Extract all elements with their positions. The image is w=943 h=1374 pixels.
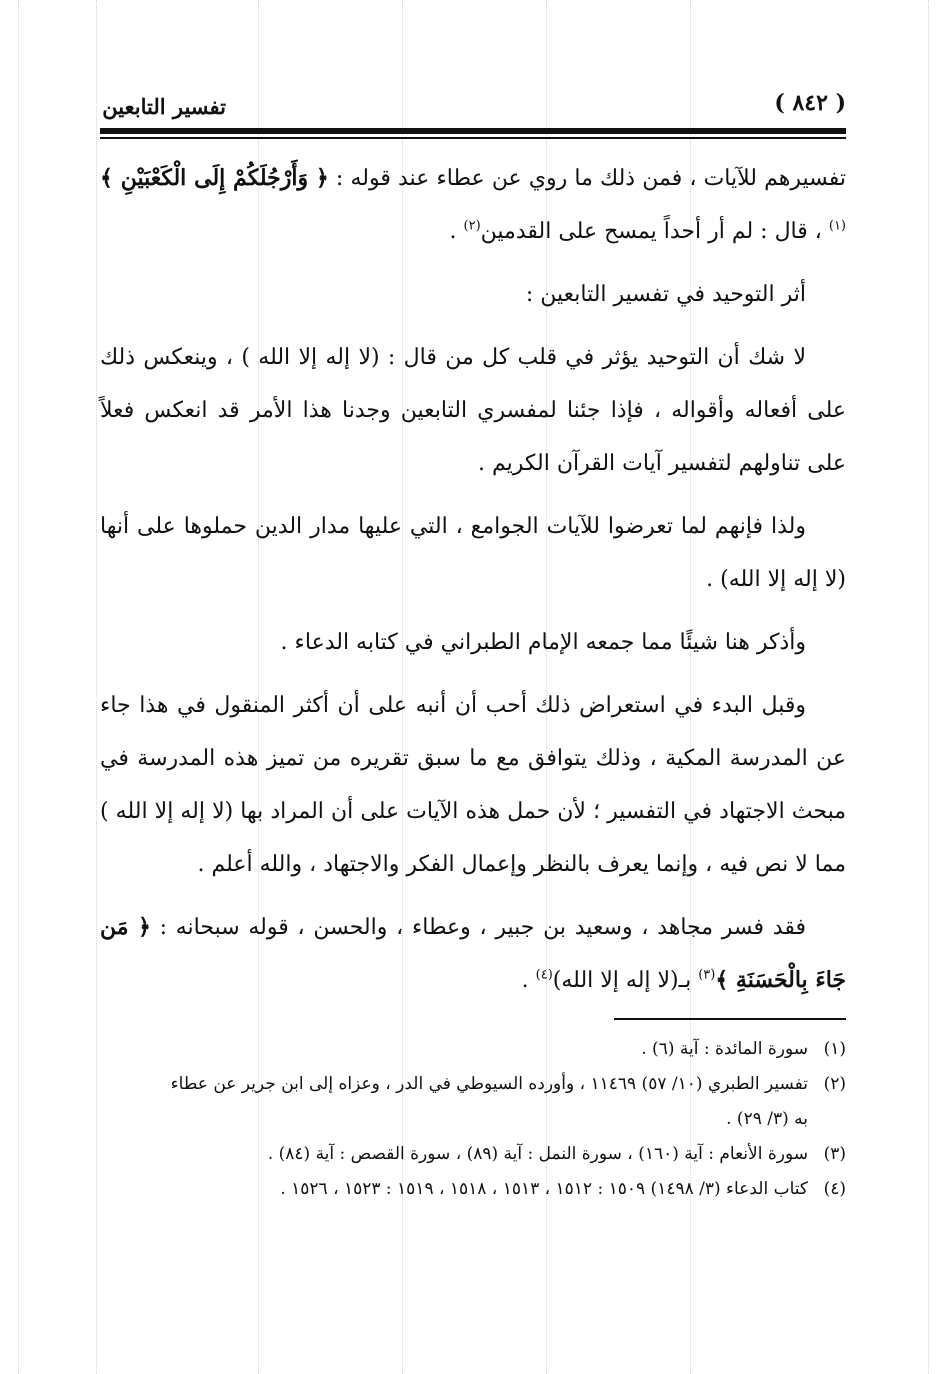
- paragraph-3: ولذا فإنهم لما تعرضوا للآيات الجوامع ، التي عليها مدار الدين حملوها على أنها (لا إله إلا الله) .: [100, 514, 846, 592]
- footnotes: [100, 1032, 846, 1207]
- footnote-number: (١): [823, 1039, 846, 1059]
- footnote-ref: (٤): [535, 967, 553, 983]
- footnote: [100, 1137, 846, 1172]
- footnote: [100, 1067, 846, 1102]
- paragraph-2: لا شك أن التوحيد يؤثر في قلب كل من قال : (لا إله إلا الله ) ، وينعكس ذلك على أفعاله وأقواله ، فإذا جئنا لمفسري التابعين وجدنا هذا الأمر قد انعكس فعلاً على تناولهم لتفسير آيات القرآن الكريم .: [100, 345, 846, 476]
- footnote-ref: (٢): [463, 218, 481, 234]
- running-header: [100, 88, 846, 126]
- paragraph-1: [100, 152, 846, 258]
- footnote-continuation: به (٣/ ٢٩) .: [726, 1109, 808, 1129]
- paragraph-6: [100, 901, 846, 1007]
- scan-line: [96, 0, 97, 1374]
- paragraph-6-intro: فقد فسر مجاهد ، وسعيد بن جبير ، وعطاء ، والحسن ، قوله سبحانه :: [150, 915, 806, 940]
- footnote-separator: [614, 1018, 846, 1020]
- paragraph-1-intro: تفسيرهم للآيات ، فمن ذلك ما روي عن عطاء عند قوله :: [328, 166, 846, 191]
- footnote-text: سورة الأنعام : آية (١٦٠) ، سورة النمل : آية (٨٩) ، سورة القصص : آية (٨٤) .: [267, 1144, 808, 1164]
- footnote-text: تفسير الطبري (١٠/ ٥٧) ١١٤٦٩ ، وأورده السيوطي في الدر ، وعزاه إلى ابن جرير عن عطاء: [170, 1074, 808, 1094]
- quran-verse: ﴿ وَأَرْجُلَكُمْ إِلَى الْكَعْبَيْنِ ﴾: [100, 165, 329, 191]
- footnote-ref: (١): [828, 218, 846, 234]
- footnote-number: (٢): [823, 1074, 846, 1094]
- footnote-ref: (٣): [698, 967, 716, 983]
- page-number: ( ٨٤٢ ): [774, 90, 846, 116]
- footnote-text: سورة المائدة : آية (٦) .: [641, 1039, 808, 1059]
- paragraph-6-after: بـ(لا إله إلا الله): [552, 968, 699, 993]
- footnote: [100, 1032, 846, 1067]
- paragraph-4: وأذكر هنا شيئًا مما جمعه الإمام الطبراني في كتابه الدعاء .: [280, 630, 806, 655]
- footnote-number: (٣): [823, 1144, 846, 1164]
- footnote: [100, 1172, 846, 1207]
- scan-line: [928, 0, 929, 1374]
- quran-verse: ﴿ مَن جَاءَ بِالْحَسَنَةِ ﴾: [100, 914, 846, 993]
- footnote-text: كتاب الدعاء (٣/ ١٤٩٨) ١٥٠٩ : ١٥١٢ ، ١٥١٣ ، ١٥١٨ ، ١٥١٩ : ١٥٢٣ ، ١٥٢٦ .: [280, 1179, 808, 1199]
- header-rule: [100, 128, 846, 134]
- paragraph-1-end: .: [449, 219, 464, 244]
- paragraph-6-end: .: [521, 968, 536, 993]
- body-text: [100, 152, 846, 1017]
- header-rule-thin: [100, 137, 846, 139]
- section-heading: أثر التوحيد في تفسير التابعين :: [525, 282, 806, 307]
- header-title: تفسير التابعين: [102, 94, 226, 119]
- paragraph-1-after: ، قال : لم أر أحداً يمسح على القدمين: [480, 219, 829, 244]
- footnote-number: (٤): [823, 1179, 846, 1199]
- scan-line: [18, 0, 19, 1374]
- paragraph-5: وقبل البدء في استعراض ذلك أحب أن أنبه على أن أكثر المنقول في هذا جاء عن المدرسة المكية ، وذلك يتوافق مع ما سبق تقريره من تميز هذه المدرسة في مبحث الاجتهاد في التفسير ؛ لأن حمل هذه الآيات على أن المراد بها (لا إله إلا الله ) مما لا نص فيه ، وإنما يعرف بالنظر وإعمال الفكر والاجتهاد ، والله أعلم .: [100, 693, 846, 877]
